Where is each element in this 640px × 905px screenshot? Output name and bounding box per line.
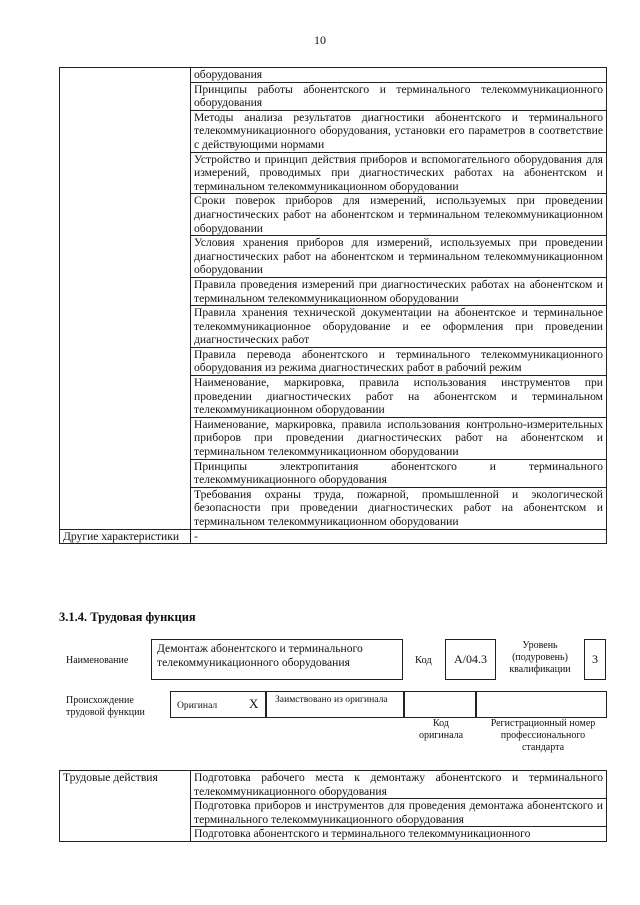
function-name-box [151,639,403,680]
table-row [60,68,607,83]
knowledge-cell: Наименование, маркировка, правила использования контрольно-измерительных приборов при проведении диагностических работ на абонентском и терминальном телекоммуникационном оборудовании [191,417,607,459]
code-original-caption: Код оригинала [418,718,464,741]
code-value-box [445,639,496,680]
labor-action-cell: Подготовка приборов и инструментов для проведения демонтажа абонентского и терминального телекоммуникационного оборудования [191,799,607,827]
borrowed-label: Заимствовано из оригинала [275,694,388,705]
table-row [60,529,607,544]
original-box [170,691,266,718]
knowledge-cell: Принципы электропитания абонентского и терминального телекоммуникационного оборудования [191,459,607,487]
labor-action-cell: Подготовка абонентского и терминального телекоммуникационного [191,827,607,842]
level-value-box [584,639,606,680]
code-original-box [404,691,476,718]
page-number: 10 [314,33,326,47]
original-mark: X [249,696,259,711]
knowledge-cell: Принципы работы абонентского и терминального телекоммуникационного оборудования [191,82,607,110]
knowledge-cell: оборудования [191,68,607,83]
section-title: 3.1.4. Трудовая функция [59,610,196,624]
table-row [60,771,607,799]
name-label: Наименование [66,655,129,666]
labor-actions-label: Трудовые действия [60,771,191,842]
registration-number-caption: Регистрационный номер профессионального стандарта [490,718,596,753]
level-label: Уровень (подуровень) квалификации [509,640,571,675]
knowledge-cell: Наименование, маркировка, правила использования инструментов при проведении диагностических работ на абонентском и терминальном телекоммуникационном оборудовании [191,376,607,418]
knowledge-cell: Сроки поверок приборов для измерений, используемых при проведении диагностических работ на абонентском и терминальном телекоммуникационном оборудовании [191,194,607,236]
knowledge-cell: Устройство и принцип действия приборов и вспомогательного оборудования для измерений, проводимых при диагностических работах на абонентском и терминальном телекоммуникационном оборудовании [191,152,607,194]
code-label: Код [415,655,432,666]
level-value: 3 [592,652,598,666]
knowledge-cell: Требования охраны труда, пожарной, промышленной и экологической безопасности при проведении диагностических работ на абонентском и терминальном телекоммуникационном оборудовании [191,487,607,529]
original-label: Оригинал [177,700,218,711]
labor-actions-table [59,770,607,842]
knowledge-cell: Методы анализа результатов диагностики абонентского и терминального телекоммуникационного оборудования, установки его параметров в соответствие с действующими нормами [191,110,607,152]
knowledge-cell: Условия хранения приборов для измерений, используемых при проведении диагностических работ на абонентском и терминальном телекоммуникационном оборудовании [191,236,607,278]
registration-number-box [476,691,607,718]
knowledge-cell: Правила проведения измерений при диагностических работах на абонентском и терминальном телекоммуникационном оборудовании [191,277,607,305]
other-characteristics-value: - [191,529,607,544]
origin-label: Происхождение трудовой функции [66,695,145,718]
code-value: А/04.3 [454,652,487,666]
knowledge-cell: Правила хранения технической документации на абонентское и терминальное телекоммуникационное оборудование и ее оформления при проведении диагностических работ [191,306,607,348]
knowledge-table [59,67,607,544]
function-name-value: Демонтаж абонентского и терминального телекоммуникационного оборудования [157,642,363,669]
knowledge-label-cell [60,68,191,530]
borrowed-box [266,691,404,718]
labor-action-cell: Подготовка рабочего места к демонтажу абонентского и терминального телекоммуникационного оборудования [191,771,607,799]
knowledge-cell: Правила перевода абонентского и терминального телекоммуникационного оборудования из режима диагностических работ в рабочий режим [191,347,607,375]
other-characteristics-label: Другие характеристики [60,529,191,544]
